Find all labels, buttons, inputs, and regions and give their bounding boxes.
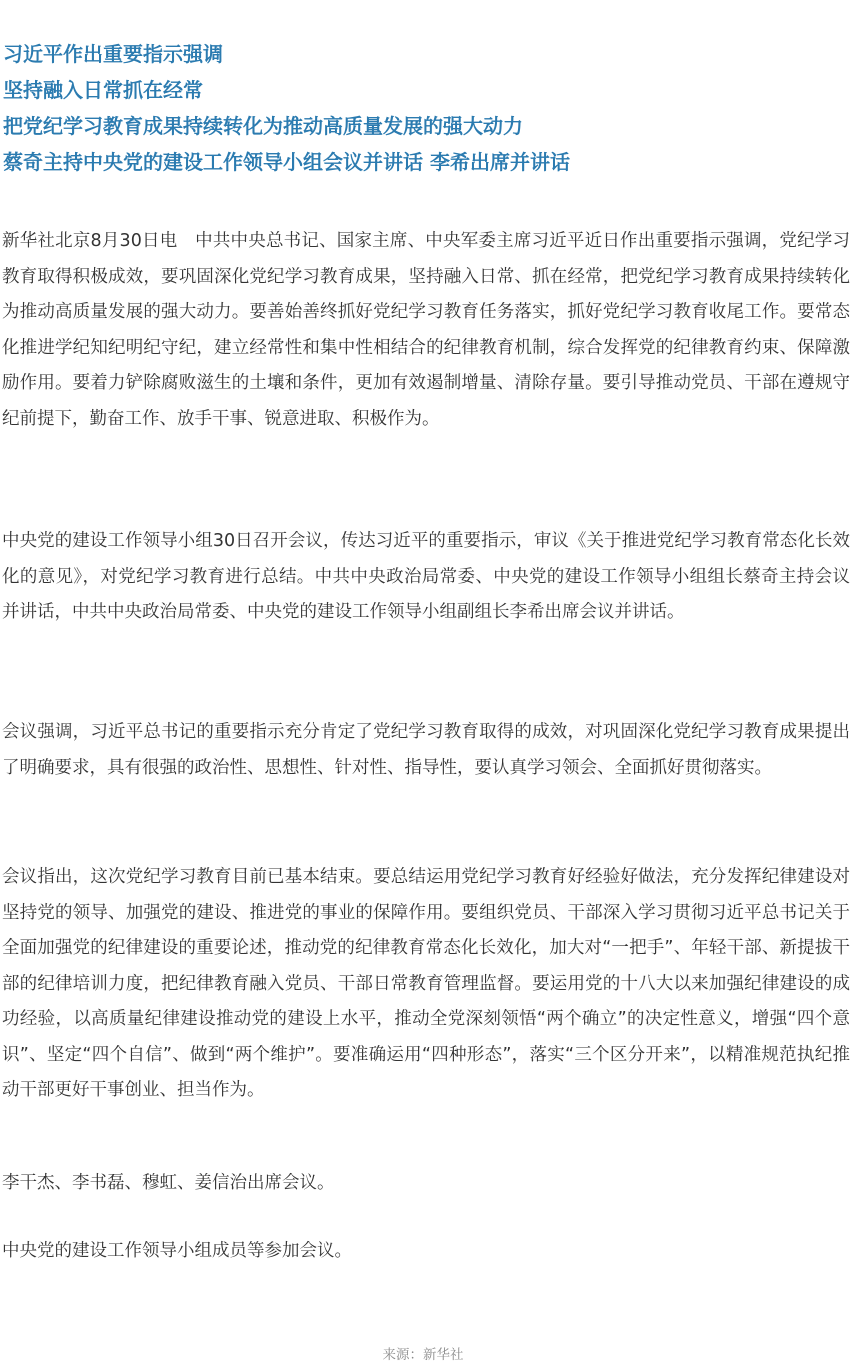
headline-block: [3, 36, 853, 180]
paragraph-text: 会议指出，这次党纪学习教育目前已基本结束。要总结运用党纪学习教育好经验好做法，充分发挥纪律建设对坚持党的领导、加强党的建设、推进党的事业的保障作用。要组织党员、干部深入学习贯彻习近平总书记关于全面加强党的纪律建设的重要论述，推动党的纪律教育常态化长效化，加大对“一把手”、年轻干部、新提拔干部的纪律培训力度，把纪律教育融入党员、干部日常教育管理监督。要运用党的十八大以来加强纪律建设的成功经验，以高质量纪律建设推动党的建设上水平，推动全党深刻领悟“两个确立”的决定性意义，增强“四个意识”、坚定“四个自信”、做到“两个维护”。要准确运用“四种形态”，落实“三个区分开来”，以精准规范执纪推动干部更好干事创业、担当作为。: [2, 867, 850, 1100]
paragraph-text: 新华社北京8月30日电 中共中央总书记、国家主席、中央军委主席习近平近日作出重要指示强调，党纪学习教育取得积极成效，要巩固深化党纪学习教育成果，坚持融入日常、抓在经常，把党纪学习教育成果持续转化为推动高质量发展的强大动力。要善始善终抓好党纪学习教育任务落实，抓好党纪学习教育收尾工作。要常态化推进学纪知纪明纪守纪，建立经常性和集中性相结合的纪律教育机制，综合发挥党的纪律教育约束、保障激励作用。要着力铲除腐败滋生的土壤和条件，更加有效遏制增量、清除存量。要引导推动党员、干部在遵规守纪前提下，勤奋工作、放手干事、锐意进取、积极作为。: [2, 231, 850, 429]
paragraph-text: 李干杰、李书磊、穆虹、姜信治出席会议。: [2, 1173, 335, 1193]
paragraph-text: 中央党的建设工作领导小组30日召开会议，传达习近平的重要指示，审议《关于推进党纪学习教育常态化长效化的意见》，对党纪学习教育进行总结。中共中央政治局常委、中央党的建设工作领导小组组长蔡奇主持会议并讲话，中共中央政治局常委、中央党的建设工作领导小组副组长李希出席会议并讲话。: [2, 531, 850, 622]
paragraph-meeting: [2, 524, 850, 631]
headline-line-1: 习近平作出重要指示强调: [3, 42, 223, 66]
headline-line-3: 把党纪学习教育成果持续转化为推动高质量发展的强大动力: [3, 114, 523, 138]
paragraph-text: 会议强调，习近平总书记的重要指示充分肯定了党纪学习教育取得的成效，对巩固深化党纪学习教育成果提出了明确要求，具有很强的政治性、思想性、针对性、指导性，要认真学习领会、全面抓好贯彻落实。: [2, 722, 850, 778]
paragraph-points: [2, 860, 850, 1109]
headline-line-4: 蔡奇主持中央党的建设工作领导小组会议并讲话 李希出席并讲话: [3, 150, 570, 174]
paragraph-lead: [2, 224, 850, 437]
source-attribution: 来源：新华社: [382, 1347, 464, 1363]
paragraph-members: [2, 1234, 850, 1270]
paragraph-attendees: [2, 1166, 850, 1202]
paragraph-text: 中央党的建设工作领导小组成员等参加会议。: [2, 1241, 352, 1261]
paragraph-emphasis: [2, 715, 850, 786]
headline-line-2: 坚持融入日常抓在经常: [3, 78, 203, 102]
